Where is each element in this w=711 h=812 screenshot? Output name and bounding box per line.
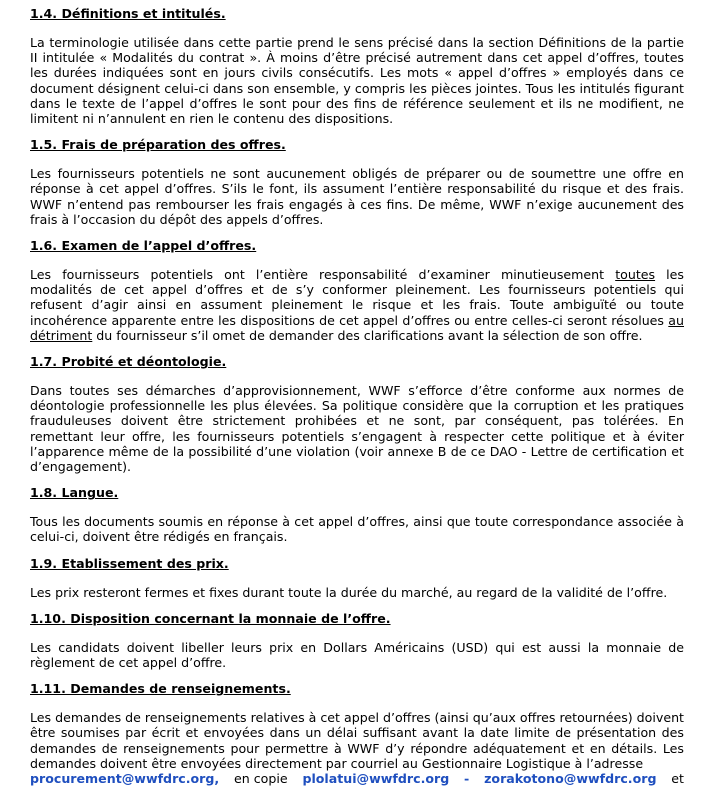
text-fragment: en copie — [234, 771, 288, 787]
section-title-1-8: 1.8. Langue. — [30, 485, 119, 501]
section-title-1-4: 1.4. Définitions et intitulés. — [30, 6, 226, 21]
text-fragment: les modalités de cet appel d’offres et de s’y conformer pleinement. Les fournisseurs potentiels qui refusent d’agir ainsi en assument pleinement le risque et les frais. Toute ambiguïté ou toute incohérence apparente entre les dispositions de cet appel d’offres ou entre celles-ci seront résolues — [30, 267, 684, 328]
section-text-1-5: Les fournisseurs potentiels ne sont aucunement obligés de préparer ou de soumettre une offre en réponse à cet appel d’offres. S’ils le font, ils assument l’entière responsabilité du risque et des frais. WWF n’entend pas rembourser les frais engagés à ces fins. De même, WWF n’exige aucunement des frais à l’occasion du dépôt des appels d’offres. — [30, 166, 684, 227]
underlined-word: toutes — [615, 267, 656, 283]
email-separator: - — [464, 771, 470, 787]
section-title-1-5: 1.5. Frais de préparation des offres. — [30, 137, 286, 153]
section-text-1-11: Les demandes de renseignements relatives à cet appel d’offres (ainsi qu’aux offres retournées) doivent être soumises par écrit et envoyées dans un délai suffisant avant la date limite de présentation des demandes de renseignements pour permettre à WWF d’y répondre adéquatement et en détails. Les demandes doivent être envoyées directement par courriel au Gestionnaire Logistique à l’adresse — [30, 710, 684, 771]
section-title-1-11: 1.11. Demandes de renseignements. — [30, 681, 291, 697]
text-fragment: du fournisseur s’il omet de demander des clarifications avant la sélection de son offre. — [92, 327, 643, 343]
section-text-1-4: La terminologie utilisée dans cette partie prend le sens précisé dans la section Définitions de la partie II intitulée « Modalités du contrat ». À moins d’être précisé autrement dans cet appel d’offres, toutes les durées indiquées sont en jours civils consécutifs. Les mots « appel d’offres » employés dans ce document désignent celui-ci dans son ensemble, y compris les pièces jointes. Tous les intitulés figurant dans le texte de l’appel d’offres le sont pour des fins de référence seulement et ils ne modifient, ne limitent ni n’annulent en rien le contenu des dispositions. — [30, 35, 684, 127]
section-title-1-6: 1.6. Examen de l’appel d’offres. — [30, 238, 257, 254]
section-text-1-8: Tous les documents soumis en réponse à cet appel d’offres, ainsi que toute correspondance associée à celui-ci, doivent être rédigés en français. — [30, 514, 684, 545]
section-text-1-7: Dans toutes ses démarches d’approvisionnement, WWF s’efforce d’être conforme aux normes de déontologie professionnelle les plus élevées. Sa politique considère que la corruption et les pratiques frauduleuses doivent être strictement prohibées et ne sont, par conséquent, pas tolérées. En remettant leur offre, les fournisseurs potentiels s’engagent à respecter cette politique et à éviter l’apparence même de la possibilité d’une violation (voir annexe B de ce DAO - Lettre de certification et d’engagement). — [30, 383, 684, 475]
contact-line — [30, 771, 684, 786]
section-text-1-6 — [30, 267, 684, 343]
section-title-1-7: 1.7. Probité et déontologie. — [30, 354, 227, 370]
email-link-plolatui[interactable]: plolatui@wwfdrc.org — [302, 771, 450, 787]
section-text-1-10: Les candidats doivent libeller leurs prix en Dollars Américains (USD) qui est aussi la monnaie de règlement de cet appel d’offre. — [30, 639, 684, 671]
text-fragment: et — [671, 771, 684, 787]
email-link-procurement[interactable]: procurement@wwfdrc.org, — [30, 771, 220, 787]
document-page — [30, 6, 684, 786]
section-text-1-9: Les prix resteront fermes et fixes durant toute la durée du marché, au regard de la validité de l’offre. — [30, 584, 668, 600]
section-title-1-10: 1.10. Disposition concernant la monnaie de l’offre. — [30, 610, 391, 626]
section-title-1-9: 1.9. Etablissement des prix. — [30, 555, 229, 571]
email-link-zorakotono[interactable]: zorakotono@wwfdrc.org — [484, 771, 657, 787]
text-fragment: Les fournisseurs potentiels ont l’entière responsabilité d’examiner minutieusement — [30, 267, 616, 283]
underlined-phrase: au détriment — [30, 312, 684, 343]
